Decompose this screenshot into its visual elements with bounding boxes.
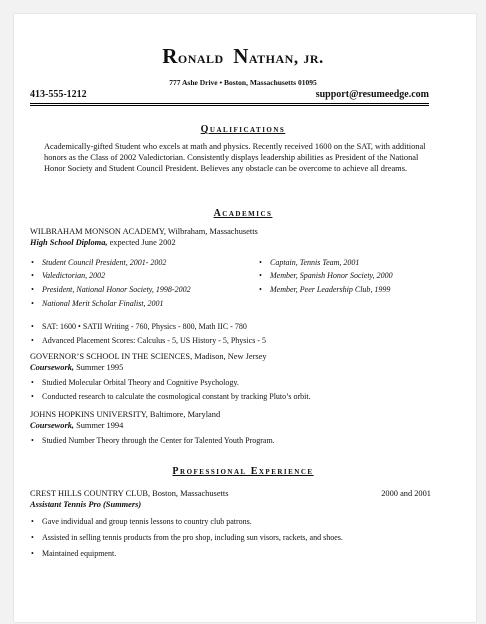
degree-line: High School Diploma, expected June 2002 <box>30 238 176 247</box>
experience-heading: Professional Experience <box>172 466 314 477</box>
coursework-line: Coursework, Summer 1995 <box>30 363 124 372</box>
honor-item: • Student Council President, 2001- 2002 <box>42 258 166 267</box>
coursework-item: • Conducted research to calculate the cosmological constant by tracking Pluto’s orbit. <box>42 392 311 401</box>
header-rule <box>30 103 429 106</box>
honor-item: • President, National Honor Society, 1998-2002 <box>42 285 191 294</box>
coursework-line: Coursework, Summer 1994 <box>30 421 124 430</box>
job-role: Assistant Tennis Pro (Summers) <box>30 500 142 509</box>
honor-item: • Valedictorian, 2002 <box>42 271 105 280</box>
email-address[interactable]: support@resumeedge.com <box>315 89 429 100</box>
honor-item: • Captain, Tennis Team, 2001 <box>270 258 359 267</box>
score-item: • Advanced Placement Scores: Calculus - 5, US History - 5, Physics - 5 <box>42 336 266 345</box>
honor-item: • Member, Peer Leadership Club, 1999 <box>270 285 390 294</box>
employer-crest-hills: CREST HILLS COUNTRY CLUB, Boston, Massachusetts <box>30 489 229 498</box>
job-duty: • Maintained equipment. <box>42 549 116 558</box>
qualifications-text: Academically-gifted Student who excels at math and physics. Recently received 1600 on the SAT, with additional honors as the Class of 2002 Valedictorian. Consistently displays leadership abilities as President of the National Honor Society and Student Council President. Believes any obstacle can be overcome to achieve all dreams. <box>44 142 426 173</box>
job-duty: • Gave individual and group tennis lessons to country club patrons. <box>42 517 252 526</box>
school-governors: GOVERNOR’S SCHOOL IN THE SCIENCES, Madison, New Jersey <box>30 352 267 361</box>
qualifications-heading: Qualifications <box>200 124 286 135</box>
score-item: • SAT: 1600 • SATII Writing - 760, Physics - 800, Math IIC - 780 <box>42 322 247 331</box>
candidate-name: Ronald Nathan, jr. <box>162 44 324 68</box>
coursework-item: • Studied Molecular Orbital Theory and Cognitive Psychology. <box>42 378 239 387</box>
coursework-item: • Studied Number Theory through the Center for Talented Youth Program. <box>42 436 275 445</box>
academics-heading: Academics <box>213 208 273 219</box>
phone-number: 413-555-1212 <box>30 89 87 100</box>
honor-item: • National Merit Scholar Finalist, 2001 <box>42 299 164 308</box>
school-johns-hopkins: JOHNS HOPKINS UNIVERSITY, Baltimore, Maryland <box>30 410 221 419</box>
employment-dates: 2000 and 2001 <box>381 489 431 498</box>
job-duty: • Assisted in selling tennis products from the pro shop, including sun visors, rackets, and shoes. <box>42 533 343 542</box>
honor-item: • Member, Spanish Honor Society, 2000 <box>270 271 393 280</box>
school-wilbraham: WILBRAHAM MONSON ACADEMY, Wilbraham, Massachusetts <box>30 227 258 236</box>
address: 777 Ashe Drive • Boston, Massachusetts 01095 <box>169 78 317 87</box>
